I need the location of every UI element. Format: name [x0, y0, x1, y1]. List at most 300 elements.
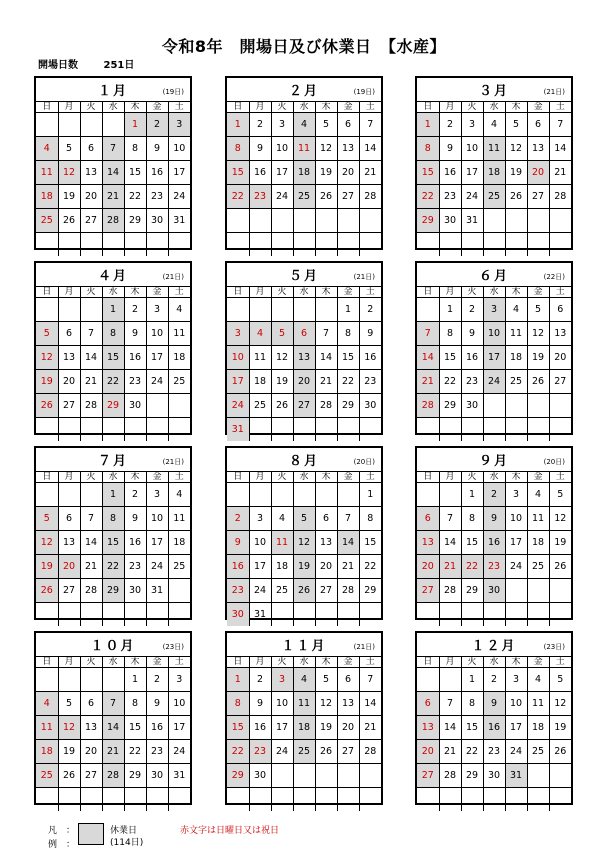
empty-cell: [527, 394, 549, 418]
month-table: [227, 656, 381, 811]
day-cell: 10: [271, 137, 293, 161]
day-cell: 18: [527, 531, 549, 555]
month-table: [36, 286, 190, 441]
day-cell: 4: [168, 298, 190, 322]
day-cell: 28: [102, 209, 124, 233]
weekday-header: 月: [439, 287, 461, 298]
weekday-header-row: [417, 102, 571, 113]
day-cell: 24: [249, 579, 271, 603]
day-cell: 25: [271, 579, 293, 603]
week-row: [417, 692, 571, 716]
day-cell: 8: [337, 322, 359, 346]
week-row: [36, 233, 190, 257]
weekday-header-row: [417, 472, 571, 483]
day-cell: 30: [124, 394, 146, 418]
day-cell: 14: [102, 161, 124, 185]
day-cell: 27: [80, 764, 102, 788]
weekday-header: 土: [359, 102, 381, 113]
day-cell: 1: [124, 113, 146, 137]
day-cell: 18: [271, 555, 293, 579]
day-cell: 8: [359, 507, 381, 531]
week-row: [36, 370, 190, 394]
day-cell: 20: [293, 370, 315, 394]
month-name: ７月: [97, 454, 128, 469]
day-cell: 10: [505, 507, 527, 531]
weekday-header: 月: [249, 102, 271, 113]
day-cell: 23: [249, 740, 271, 764]
day-cell: 10: [461, 137, 483, 161]
week-row: [417, 113, 571, 137]
legend-closed-swatch: [78, 823, 104, 845]
day-cell: 13: [58, 346, 80, 370]
week-row: [417, 298, 571, 322]
month-calendar: [415, 261, 573, 435]
day-cell: 28: [80, 579, 102, 603]
week-row: [227, 209, 381, 233]
weekday-header: 日: [417, 472, 439, 483]
day-cell: 2: [483, 668, 505, 692]
empty-cell: [549, 603, 571, 627]
day-cell: 13: [549, 322, 571, 346]
week-row: [36, 603, 190, 627]
week-row: [36, 579, 190, 603]
day-cell: 11: [293, 137, 315, 161]
weekday-header: 月: [249, 287, 271, 298]
day-cell: 8: [227, 137, 249, 161]
day-cell: 10: [168, 692, 190, 716]
empty-cell: [505, 209, 527, 233]
week-row: [36, 322, 190, 346]
empty-cell: [36, 483, 58, 507]
week-row: [36, 507, 190, 531]
month-open-count: (21日): [162, 273, 184, 281]
day-cell: 28: [439, 579, 461, 603]
month-calendar: [225, 631, 383, 805]
empty-cell: [315, 483, 337, 507]
week-row: [36, 716, 190, 740]
day-cell: 9: [124, 322, 146, 346]
day-cell: 18: [293, 716, 315, 740]
day-cell: 9: [146, 137, 168, 161]
day-cell: 25: [249, 394, 271, 418]
day-cell: 28: [359, 740, 381, 764]
weekday-header: 日: [36, 657, 58, 668]
weekday-header: 日: [227, 472, 249, 483]
weekday-header: 水: [483, 657, 505, 668]
empty-cell: [337, 483, 359, 507]
day-cell: 21: [102, 185, 124, 209]
week-row: [227, 346, 381, 370]
month-name: ２月: [288, 84, 319, 99]
day-cell: 21: [315, 370, 337, 394]
empty-cell: [293, 233, 315, 257]
day-cell: 20: [417, 740, 439, 764]
day-cell: 7: [439, 507, 461, 531]
day-cell: 13: [417, 531, 439, 555]
day-cell: 1: [337, 298, 359, 322]
day-cell: 3: [249, 507, 271, 531]
day-cell: 22: [461, 555, 483, 579]
day-cell: 17: [483, 346, 505, 370]
month-table: [227, 101, 381, 256]
day-cell: 5: [36, 507, 58, 531]
empty-cell: [80, 113, 102, 137]
day-cell: 13: [293, 346, 315, 370]
empty-cell: [359, 209, 381, 233]
open-days-summary: [38, 56, 134, 71]
weekday-header: 木: [505, 102, 527, 113]
day-cell: 13: [417, 716, 439, 740]
empty-cell: [337, 233, 359, 257]
day-cell: 20: [337, 161, 359, 185]
empty-cell: [293, 298, 315, 322]
day-cell: 7: [549, 113, 571, 137]
day-cell: 24: [146, 370, 168, 394]
empty-cell: [527, 603, 549, 627]
day-cell: 4: [36, 692, 58, 716]
day-cell: 12: [315, 692, 337, 716]
day-cell: 20: [58, 555, 80, 579]
month-table: [417, 656, 571, 811]
empty-cell: [102, 113, 124, 137]
weekday-header: 金: [337, 657, 359, 668]
day-cell: 26: [315, 740, 337, 764]
week-row: [36, 209, 190, 233]
empty-cell: [271, 233, 293, 257]
empty-cell: [102, 233, 124, 257]
weekday-header-row: [36, 657, 190, 668]
month-header: [36, 448, 190, 471]
empty-cell: [483, 788, 505, 812]
empty-cell: [315, 418, 337, 442]
empty-cell: [58, 483, 80, 507]
month-header: [36, 78, 190, 101]
empty-cell: [271, 788, 293, 812]
day-cell: 13: [527, 137, 549, 161]
weekday-header-row: [417, 287, 571, 298]
empty-cell: [102, 603, 124, 627]
day-cell: 15: [461, 716, 483, 740]
day-cell: 1: [227, 668, 249, 692]
day-cell: 14: [439, 531, 461, 555]
empty-cell: [549, 418, 571, 442]
weekday-header: 木: [505, 657, 527, 668]
day-cell: 24: [271, 740, 293, 764]
day-cell: 18: [36, 185, 58, 209]
day-cell: 21: [80, 555, 102, 579]
empty-cell: [168, 418, 190, 442]
day-cell: 13: [80, 161, 102, 185]
month-name: ３月: [478, 84, 509, 99]
empty-cell: [146, 233, 168, 257]
day-cell: 24: [461, 185, 483, 209]
week-row: [36, 298, 190, 322]
weekday-header: 金: [146, 287, 168, 298]
day-cell: 27: [549, 370, 571, 394]
week-row: [227, 555, 381, 579]
day-cell: 28: [417, 394, 439, 418]
day-cell: 11: [168, 507, 190, 531]
weekday-header: 水: [293, 472, 315, 483]
day-cell: 23: [483, 740, 505, 764]
weekday-header: 土: [359, 657, 381, 668]
weekday-header: 火: [461, 102, 483, 113]
weekday-header: 金: [146, 472, 168, 483]
day-cell: 27: [293, 394, 315, 418]
day-cell: 8: [461, 692, 483, 716]
weekday-header: 金: [337, 287, 359, 298]
day-cell: 10: [271, 692, 293, 716]
weekday-header: 土: [168, 102, 190, 113]
empty-cell: [271, 764, 293, 788]
week-row: [417, 137, 571, 161]
empty-cell: [271, 603, 293, 627]
day-cell: 17: [249, 555, 271, 579]
day-cell: 14: [337, 531, 359, 555]
day-cell: 5: [549, 668, 571, 692]
weekday-header: 月: [58, 657, 80, 668]
day-cell: 16: [439, 161, 461, 185]
day-cell: 19: [527, 346, 549, 370]
empty-cell: [168, 579, 190, 603]
day-cell: 1: [102, 298, 124, 322]
empty-cell: [249, 298, 271, 322]
day-cell: 6: [337, 113, 359, 137]
empty-cell: [527, 418, 549, 442]
day-cell: 19: [315, 716, 337, 740]
day-cell: 14: [359, 137, 381, 161]
day-cell: 24: [168, 740, 190, 764]
weekday-header-row: [417, 657, 571, 668]
empty-cell: [36, 418, 58, 442]
day-cell: 2: [146, 113, 168, 137]
day-cell: 29: [102, 394, 124, 418]
day-cell: 25: [168, 555, 190, 579]
day-cell: 21: [439, 740, 461, 764]
week-row: [227, 233, 381, 257]
day-cell: 17: [505, 531, 527, 555]
day-cell: 16: [227, 555, 249, 579]
empty-cell: [271, 298, 293, 322]
weekday-header: 月: [58, 102, 80, 113]
month-calendar: [415, 631, 573, 805]
day-cell: 19: [505, 161, 527, 185]
empty-cell: [527, 209, 549, 233]
weekday-header: 水: [293, 102, 315, 113]
empty-cell: [271, 209, 293, 233]
day-cell: 12: [36, 346, 58, 370]
empty-cell: [293, 209, 315, 233]
weekday-header: 火: [80, 657, 102, 668]
weekday-header: 月: [58, 287, 80, 298]
month-header: [36, 263, 190, 286]
day-cell: 28: [315, 394, 337, 418]
empty-cell: [439, 603, 461, 627]
weekday-header: 火: [271, 102, 293, 113]
day-cell: 3: [146, 483, 168, 507]
empty-cell: [80, 603, 102, 627]
day-cell: 15: [102, 531, 124, 555]
month-open-count: (23日): [543, 643, 565, 651]
week-row: [36, 555, 190, 579]
empty-cell: [505, 394, 527, 418]
weekday-header: 水: [483, 287, 505, 298]
day-cell: 7: [80, 322, 102, 346]
week-row: [227, 603, 381, 627]
day-cell: 21: [102, 740, 124, 764]
day-cell: 31: [146, 579, 168, 603]
weekday-header: 火: [80, 102, 102, 113]
day-cell: 30: [439, 209, 461, 233]
empty-cell: [483, 418, 505, 442]
day-cell: 3: [505, 483, 527, 507]
day-cell: 25: [293, 740, 315, 764]
weekday-header: 日: [227, 287, 249, 298]
day-cell: 16: [483, 716, 505, 740]
empty-cell: [483, 209, 505, 233]
day-cell: 1: [124, 668, 146, 692]
day-cell: 10: [483, 322, 505, 346]
week-row: [36, 185, 190, 209]
day-cell: 19: [293, 555, 315, 579]
empty-cell: [58, 233, 80, 257]
empty-cell: [505, 788, 527, 812]
day-cell: 16: [249, 161, 271, 185]
week-row: [36, 113, 190, 137]
day-cell: 15: [417, 161, 439, 185]
day-cell: 15: [227, 716, 249, 740]
weekday-header: 金: [337, 472, 359, 483]
day-cell: 17: [271, 161, 293, 185]
month-table: [227, 286, 381, 441]
month-header: [227, 448, 381, 471]
empty-cell: [271, 483, 293, 507]
month-header: [417, 633, 571, 656]
month-open-count: (21日): [162, 458, 184, 466]
day-cell: 20: [58, 370, 80, 394]
day-cell: 26: [549, 555, 571, 579]
day-cell: 6: [417, 507, 439, 531]
day-cell: 22: [417, 185, 439, 209]
day-cell: 3: [146, 298, 168, 322]
empty-cell: [417, 233, 439, 257]
day-cell: 3: [168, 113, 190, 137]
day-cell: 6: [337, 668, 359, 692]
day-cell: 19: [36, 555, 58, 579]
day-cell: 25: [527, 740, 549, 764]
day-cell: 12: [293, 531, 315, 555]
day-cell: 25: [168, 370, 190, 394]
day-cell: 30: [483, 764, 505, 788]
empty-cell: [124, 788, 146, 812]
empty-cell: [124, 233, 146, 257]
day-cell: 5: [58, 692, 80, 716]
weekday-header: 日: [417, 287, 439, 298]
day-cell: 18: [36, 740, 58, 764]
legend-label-line1: 凡 ：: [48, 826, 76, 836]
day-cell: 24: [483, 370, 505, 394]
empty-cell: [293, 764, 315, 788]
day-cell: 14: [102, 716, 124, 740]
day-cell: 11: [483, 137, 505, 161]
weekday-header: 火: [80, 287, 102, 298]
day-cell: 22: [439, 370, 461, 394]
day-cell: 16: [461, 346, 483, 370]
empty-cell: [461, 233, 483, 257]
weekday-header: 水: [102, 657, 124, 668]
weekday-header: 土: [359, 287, 381, 298]
day-cell: 11: [36, 161, 58, 185]
day-cell: 26: [58, 764, 80, 788]
day-cell: 27: [58, 394, 80, 418]
empty-cell: [505, 418, 527, 442]
weekday-header: 火: [80, 472, 102, 483]
week-row: [227, 692, 381, 716]
week-row: [227, 322, 381, 346]
empty-cell: [315, 298, 337, 322]
day-cell: 8: [124, 692, 146, 716]
day-cell: 16: [146, 716, 168, 740]
day-cell: 21: [80, 370, 102, 394]
empty-cell: [461, 788, 483, 812]
empty-cell: [417, 298, 439, 322]
day-cell: 5: [58, 137, 80, 161]
month-open-count: (23日): [162, 643, 184, 651]
day-cell: 23: [439, 185, 461, 209]
day-cell: 25: [36, 764, 58, 788]
weekday-header: 水: [483, 472, 505, 483]
day-cell: 28: [549, 185, 571, 209]
month-table: [36, 471, 190, 626]
empty-cell: [439, 418, 461, 442]
month-name: ４月: [97, 269, 128, 284]
empty-cell: [146, 788, 168, 812]
day-cell: 1: [439, 298, 461, 322]
day-cell: 14: [359, 692, 381, 716]
month-calendar: [34, 261, 192, 435]
day-cell: 12: [527, 322, 549, 346]
empty-cell: [168, 233, 190, 257]
empty-cell: [146, 394, 168, 418]
empty-cell: [58, 298, 80, 322]
day-cell: 5: [315, 113, 337, 137]
day-cell: 9: [249, 692, 271, 716]
day-cell: 13: [315, 531, 337, 555]
empty-cell: [359, 418, 381, 442]
weekday-header: 火: [461, 657, 483, 668]
weekday-header: 土: [168, 287, 190, 298]
empty-cell: [549, 788, 571, 812]
day-cell: 8: [102, 507, 124, 531]
month-open-count: (20日): [543, 458, 565, 466]
day-cell: 20: [80, 740, 102, 764]
day-cell: 24: [271, 185, 293, 209]
weekday-header: 火: [271, 657, 293, 668]
day-cell: 22: [359, 555, 381, 579]
day-cell: 15: [102, 346, 124, 370]
day-cell: 26: [293, 579, 315, 603]
day-cell: 16: [249, 716, 271, 740]
weekday-header: 土: [359, 472, 381, 483]
week-row: [36, 788, 190, 812]
day-cell: 9: [359, 322, 381, 346]
empty-cell: [36, 113, 58, 137]
day-cell: 27: [417, 579, 439, 603]
month-name: １０月: [90, 639, 136, 654]
week-row: [36, 740, 190, 764]
day-cell: 23: [359, 370, 381, 394]
day-cell: 8: [227, 692, 249, 716]
